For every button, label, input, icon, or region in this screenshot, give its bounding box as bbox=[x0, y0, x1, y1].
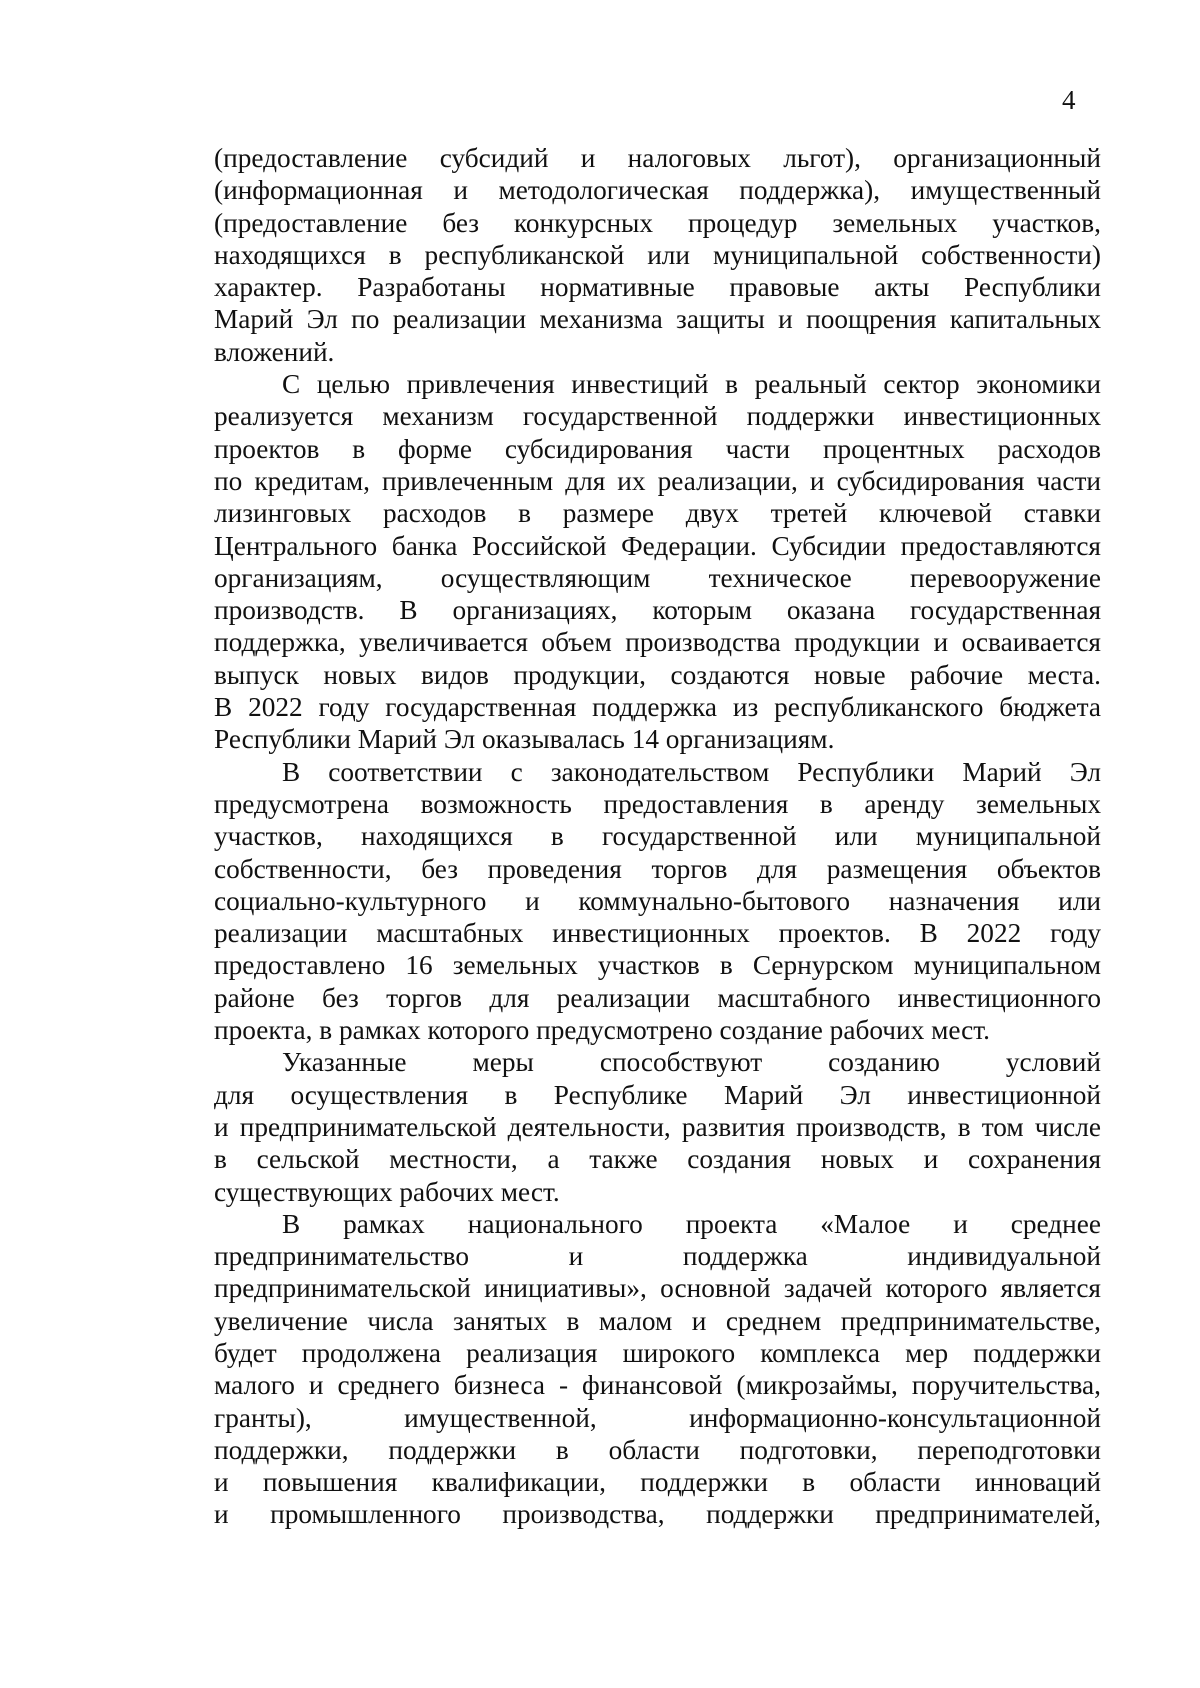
page-number: 4 bbox=[1062, 85, 1076, 115]
text-line: по кредитам, привлеченным для их реализации, и субсидирования части bbox=[214, 465, 1101, 496]
text-line: увеличение числа занятых в малом и среднем предпринимательстве, bbox=[214, 1305, 1101, 1336]
text-line: (предоставление без конкурсных процедур земельных участков, bbox=[214, 207, 1101, 238]
paragraph bbox=[214, 1208, 1101, 1531]
text-line: Республики Марий Эл оказывалась 14 организациям. bbox=[214, 724, 835, 755]
text-line: Указанные меры способствуют созданию условий bbox=[282, 1047, 1101, 1078]
text-line: предпринимательской инициативы», основной задачей которого является bbox=[214, 1273, 1101, 1304]
text-line: В соответствии с законодательством Республики Марий Эл bbox=[282, 756, 1101, 787]
text-line: малого и среднего бизнеса - финансовой (микрозаймы, поручительства, bbox=[214, 1370, 1101, 1401]
text-line: производств. В организациях, которым оказана государственная bbox=[214, 595, 1101, 626]
text-line: В 2022 году государственная поддержка из республиканского бюджета bbox=[214, 692, 1101, 723]
paragraph bbox=[214, 142, 1101, 368]
text-line: и повышения квалификации, поддержки в области инноваций bbox=[214, 1467, 1101, 1498]
paragraph bbox=[214, 1046, 1101, 1207]
text-line: существующих рабочих мест. bbox=[214, 1176, 560, 1207]
text-line: поддержка, увеличивается объем производства продукции и осваивается bbox=[214, 627, 1101, 658]
text-line: реализации масштабных инвестиционных проектов. В 2022 году bbox=[214, 918, 1101, 949]
text-line: (информационная и методологическая поддержка), имущественный bbox=[214, 175, 1101, 206]
text-line: выпуск новых видов продукции, создаются новые рабочие места. bbox=[214, 659, 1101, 690]
text-line: реализуется механизм государственной поддержки инвестиционных bbox=[214, 401, 1101, 432]
text-line: находящихся в республиканской или муниципальной собственности) bbox=[214, 239, 1101, 270]
text-line: и предпринимательской деятельности, развития производств, в том числе bbox=[214, 1111, 1101, 1142]
text-line: собственности, без проведения торгов для размещения объектов bbox=[214, 853, 1101, 884]
text-line: предусмотрена возможность предоставления в аренду земельных bbox=[214, 788, 1101, 819]
text-line: Марий Эл по реализации механизма защиты и поощрения капитальных bbox=[214, 304, 1101, 335]
text-line: предоставлено 16 земельных участков в Сернурском муниципальном bbox=[214, 950, 1101, 981]
text-line: проекта, в рамках которого предусмотрено создание рабочих мест. bbox=[214, 1015, 990, 1046]
text-line: и промышленного производства, поддержки предпринимателей, bbox=[214, 1499, 1101, 1530]
text-line: В рамках национального проекта «Малое и среднее bbox=[282, 1208, 1101, 1239]
paragraph bbox=[214, 368, 1101, 756]
text-line: лизинговых расходов в размере двух третей ключевой ставки bbox=[214, 498, 1101, 529]
text-line: участков, находящихся в государственной или муниципальной bbox=[214, 821, 1101, 852]
text-line: гранты), имущественной, информационно-консультационной bbox=[214, 1402, 1101, 1433]
text-line: поддержки, поддержки в области подготовки, переподготовки bbox=[214, 1434, 1101, 1465]
text-line: будет продолжена реализация широкого комплекса мер поддержки bbox=[214, 1337, 1101, 1368]
text-line: вложений. bbox=[214, 336, 335, 367]
document-body bbox=[214, 142, 1101, 1531]
text-line: проектов в форме субсидирования части процентных расходов bbox=[214, 433, 1101, 464]
text-line: Центрального банка Российской Федерации. Субсидии предоставляются bbox=[214, 530, 1101, 561]
text-line: в сельской местности, а также создания новых и сохранения bbox=[214, 1144, 1101, 1175]
text-line: для осуществления в Республике Марий Эл инвестиционной bbox=[214, 1079, 1101, 1110]
text-line: С целью привлечения инвестиций в реальный сектор экономики bbox=[282, 369, 1101, 400]
text-line: районе без торгов для реализации масштабного инвестиционного bbox=[214, 982, 1101, 1013]
paragraph bbox=[214, 756, 1101, 1047]
text-line: организациям, осуществляющим техническое перевооружение bbox=[214, 562, 1101, 593]
text-line: предпринимательство и поддержка индивидуальной bbox=[214, 1241, 1101, 1272]
text-line: (предоставление субсидий и налоговых льгот), организационный bbox=[214, 143, 1101, 173]
text-line: социально-культурного и коммунально-бытового назначения или bbox=[214, 885, 1101, 916]
text-line: характер. Разработаны нормативные правовые акты Республики bbox=[214, 272, 1101, 303]
